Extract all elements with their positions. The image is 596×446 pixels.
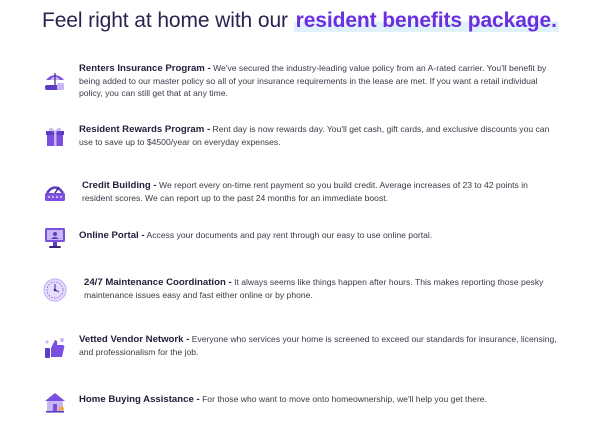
clock-icon bbox=[42, 277, 68, 303]
thumbs-up-icon bbox=[42, 335, 68, 361]
benefit-title: 24/7 Maintenance Coordination - bbox=[84, 277, 232, 288]
benefit-title: Vetted Vendor Network - bbox=[79, 334, 190, 345]
benefit-text bbox=[79, 123, 557, 148]
benefit-title: Resident Rewards Program - bbox=[79, 124, 211, 135]
benefit-description: It always seems like things happen after hours. This makes reporting those pesky maintenance issues easy and fast either online or by phone. bbox=[84, 277, 544, 301]
benefit-description: Access your documents and pay rent through our easy to use online portal. bbox=[146, 230, 433, 240]
benefit-text bbox=[79, 62, 557, 100]
page-title bbox=[42, 9, 559, 33]
headline-highlight: resident benefits package. bbox=[295, 9, 557, 32]
benefit-text bbox=[79, 393, 557, 406]
benefit-description: For those who want to move onto homeownership, we'll help you get there. bbox=[202, 394, 487, 404]
benefit-title: Home Buying Assistance - bbox=[79, 394, 200, 405]
umbrella-icon bbox=[42, 68, 68, 94]
benefit-description: We report every on-time rent payment so you build credit. Average increases of 23 to 42 points in resident scores. We can report up to the past 24 months for an immediate boost. bbox=[82, 180, 528, 204]
benefit-description: Rent day is now rewards day. You'll get cash, gift cards, and exclusive discounts you can use to save up to $4500/year on everyday expenses. bbox=[79, 124, 550, 148]
credit-score-icon bbox=[42, 179, 68, 205]
benefit-description: Everyone who services your home is screened to exceed our standards for insurance, licensing, and professionalism for the job. bbox=[79, 334, 557, 358]
benefit-text bbox=[82, 179, 552, 204]
monitor-icon bbox=[42, 225, 68, 251]
benefit-title: Credit Building - bbox=[82, 180, 157, 191]
benefit-text bbox=[79, 229, 557, 242]
benefit-title: Online Portal - bbox=[79, 230, 145, 241]
benefit-text bbox=[79, 333, 557, 358]
headline-prefix: Feel right at home with our bbox=[42, 9, 294, 32]
benefit-title: Renters Insurance Program - bbox=[79, 63, 211, 74]
house-icon bbox=[42, 389, 68, 415]
benefit-text bbox=[84, 276, 554, 301]
gift-icon bbox=[42, 124, 68, 150]
benefit-description: We've secured the industry-leading value policy from an A-rated carrier. You'll benefit by being added to our master policy so all of your insurance requirements in the lease are met. If you want a retail individual policy, you can still get that at any time. bbox=[79, 63, 547, 99]
